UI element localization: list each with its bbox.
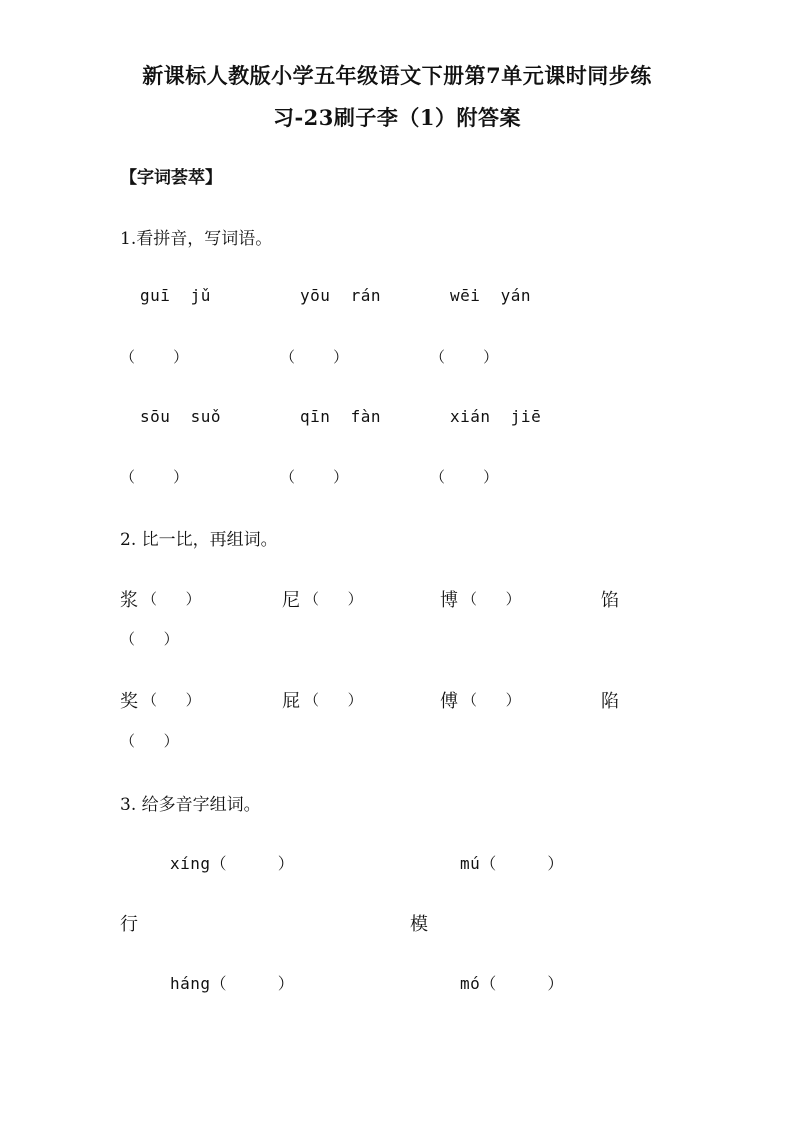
compare-char: 陷 bbox=[601, 691, 619, 712]
polyphone-char: 行 bbox=[120, 914, 138, 935]
polyphone-reading[interactable]: háng（ ） bbox=[170, 974, 295, 993]
pinyin-item: wēi yán bbox=[450, 286, 532, 305]
pinyin-item: xián jiē bbox=[450, 407, 542, 426]
answer-blank[interactable]: （ ） bbox=[120, 630, 179, 648]
answer-blank[interactable]: （ ） bbox=[304, 590, 363, 608]
answer-blank[interactable]: （ ） bbox=[120, 348, 189, 366]
compare-char: 博 bbox=[440, 590, 458, 611]
answer-blank[interactable]: （ ） bbox=[142, 691, 201, 709]
pinyin-item: yōu rán bbox=[300, 286, 382, 305]
polyphone-reading[interactable]: xíng（ ） bbox=[170, 854, 295, 873]
compare-char: 傅 bbox=[440, 691, 458, 712]
answer-blank[interactable]: （ ） bbox=[280, 348, 349, 366]
answer-blank[interactable]: （ ） bbox=[462, 590, 521, 608]
section-heading: 【字词荟萃】 bbox=[120, 168, 222, 188]
page-title-line-1: 新课标人教版小学五年级语文下册第7单元课时同步练 bbox=[142, 63, 652, 88]
compare-char: 屁 bbox=[282, 691, 300, 712]
compare-char: 浆 bbox=[120, 590, 138, 611]
polyphone-char: 模 bbox=[410, 914, 428, 935]
compare-char: 馅 bbox=[601, 590, 619, 611]
answer-blank[interactable]: （ ） bbox=[280, 468, 349, 486]
question-2-prompt: 2. 比一比，再组词。 bbox=[120, 530, 278, 550]
pinyin-item: sōu suǒ bbox=[140, 407, 222, 426]
page-title-line-2: 习-23刷子李（1）附答案 bbox=[272, 105, 522, 130]
compare-char: 奖 bbox=[120, 691, 138, 712]
answer-blank[interactable]: （ ） bbox=[430, 468, 499, 486]
compare-char: 尼 bbox=[282, 590, 300, 611]
answer-blank[interactable]: （ ） bbox=[142, 590, 201, 608]
polyphone-reading[interactable]: mú（ ） bbox=[460, 854, 564, 873]
answer-blank[interactable]: （ ） bbox=[430, 348, 499, 366]
answer-blank[interactable]: （ ） bbox=[462, 691, 521, 709]
answer-blank[interactable]: （ ） bbox=[120, 732, 179, 750]
polyphone-reading[interactable]: mó（ ） bbox=[460, 974, 564, 993]
answer-blank[interactable]: （ ） bbox=[120, 468, 189, 486]
question-3-prompt: 3. 给多音字组词。 bbox=[120, 795, 261, 815]
pinyin-item: qīn fàn bbox=[300, 407, 382, 426]
answer-blank[interactable]: （ ） bbox=[304, 691, 363, 709]
pinyin-item: guī jǔ bbox=[140, 286, 211, 305]
question-1-prompt: 1.看拼音，写词语。 bbox=[120, 229, 273, 249]
